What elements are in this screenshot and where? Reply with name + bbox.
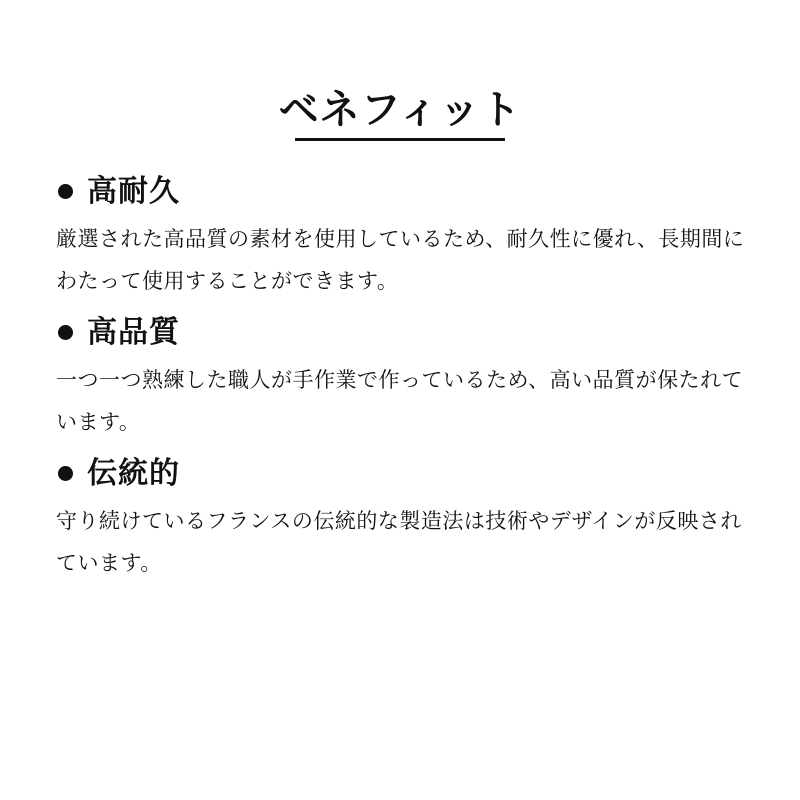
benefit-heading-2 [58, 316, 746, 349]
benefit-title-3: 伝統的 [87, 456, 180, 491]
title-underline [295, 138, 505, 141]
benefit-section-1 [54, 175, 746, 302]
benefit-title-2: 高品質 [87, 315, 180, 350]
bullet-dot-icon [58, 325, 73, 340]
benefit-body-3: 守り続けているフランスの伝統的な製造法は技術やデザインが反映されています。 [56, 509, 742, 575]
benefit-heading-1 [58, 175, 746, 208]
bottom-spacer [54, 598, 746, 658]
benefit-body-1: 厳選された高品質の素材を使用しているため、耐久性に優れ、長期間にわたって使用することができます。 [56, 227, 745, 293]
benefit-title-1: 高耐久 [87, 174, 180, 209]
page-title: ベネフィット [278, 87, 522, 133]
benefit-section-2 [54, 316, 746, 443]
bullet-dot-icon [58, 466, 73, 481]
benefit-section-3 [54, 457, 746, 584]
bullet-dot-icon [58, 184, 73, 199]
benefit-heading-3 [58, 457, 746, 490]
benefit-body-2: 一つ一つ熟練した職人が手作業で作っているため、高い品質が保たれています。 [56, 368, 744, 434]
